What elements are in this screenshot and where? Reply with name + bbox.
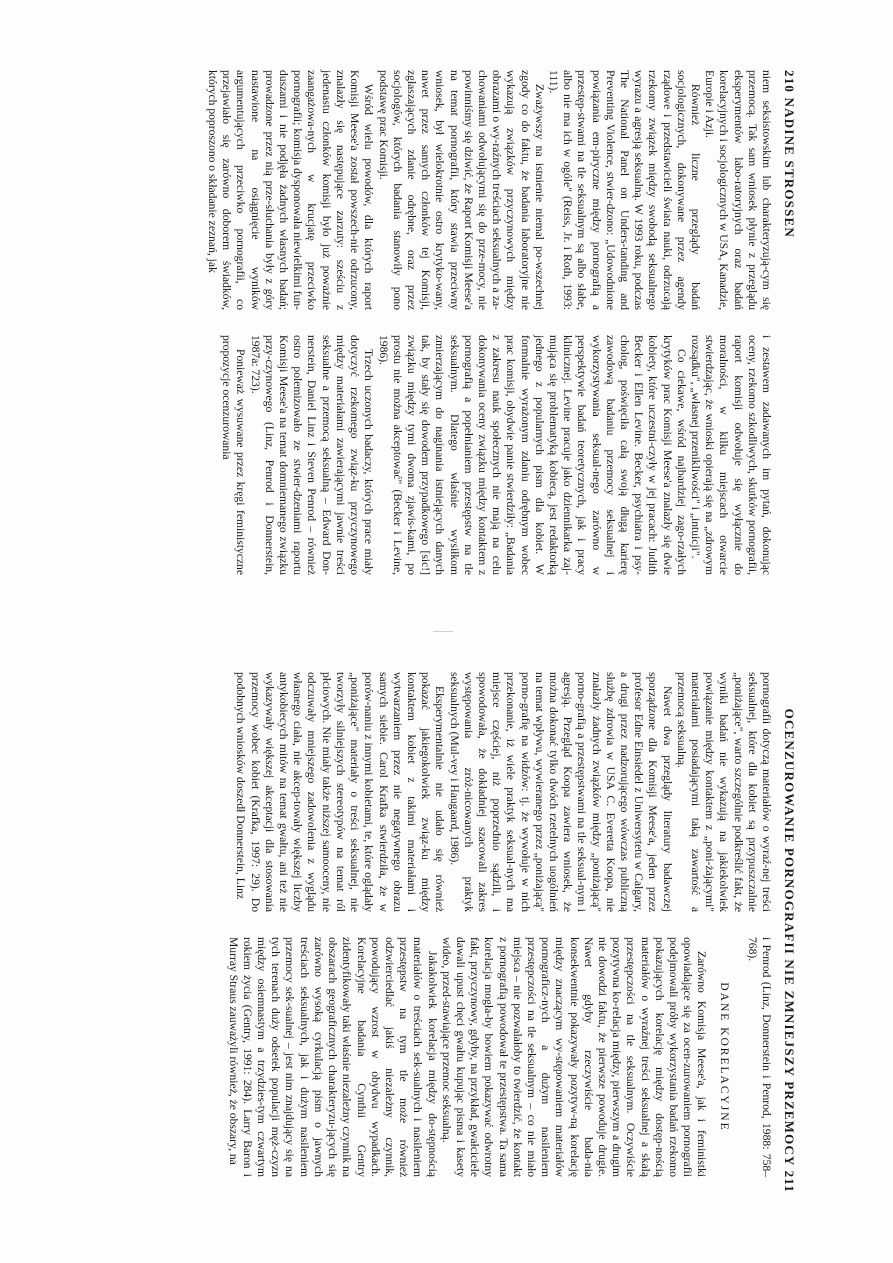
paragraph: i Penrod (Linz, Donnerstein i Penrod, 1988: 758–768). <box>745 937 773 1177</box>
right-column-1 <box>233 672 773 912</box>
paragraph: i zestawem zadawanych im pytań, dokonując oceny, rzekomo szkodliwych, skutków pornografii, raport komisji odwołuje się wyłącznie do moralności, w kilku miejscach otwarcie stwierdzając, że wnioski opierają się na „zdrowym rozsądku", „własnej przenikliwości" i „intuicji". <box>688 335 773 575</box>
paragraph: Trzech uczonych badaczy, których prace miały dotyczyć rzekomego związ-ku przyczynowego między materiałami zawierającymi jawnie treści seksualne a przemocą seksualną – Edward Don-nerstein, Daniel Linz i Steven Penrod – również ostro polemizowało ze stwier-dzeniami raportu Komisji Meese'a na temat domniemanego związku przy-czynowego (Linz, Penrod i Donnerstein, 1987a: 723). <box>248 335 376 575</box>
paragraph: Co ciekawe, wśród najbardziej zago-rzałych krytyków prac Komisji Meese'a znalazły się dwie kobiety, które uczestni-czyły w jej pracach: Judith Becker i Ellen Levine. Becker, psychiatra i psy-cholog, poświęciła całą swoją długą karierę zawodową badaniu przemocy seksualnej i wykorzystywania seksual-nego zarówno w perspektywie badań teoretycznych, jak i pracy klinicznej. Levine pracuje jako dziennikarka zaj-mująca się problematyką kobiecą, jest redaktorką jednego z popularnych pism dla kobiet. W formalnie wyrażonym zdaniu odrębnym wobec prac komisji, obydwie panie stwierdziły: „Badania z zakresu nauk społecznych nie mają na celu dokonywania oceny związku między kontaktem z pornografią a popełnianiem przestępstw na tle seksualnym. Dlatego właśnie wysiłkom zmierzającym do naginania istniejących danych tak, by stały się dowodem przypadkowego [sic!] związku między tymi dwoma zjawis-kami, po prostu nie można akceptować" (Becker i Levine, 1986). <box>376 335 688 575</box>
paragraph: niem seksistowskim lub charakteryzują-cym się przemocą. Tak sam wniosek płynie z przeglądu eksperymentów labo-ratoryjnych oraz badań korelacyjnych i socjologicznych w USA, Kanadzie, Europie i Azji. <box>703 70 773 310</box>
left-page <box>0 0 893 631</box>
paragraph: pornografii dotyczą materiałów o wyraź-nej treści seksualnej, które dla kobiet są przypuszczalnie „poniżające", warto szczególnie podkreślić fakt, że wyniki badań nie wykazują na jakiekolwiek powiązanie między kontaktem z „poni-żającymi" materiałami posiadającymi taką zawartość a przemocą seksualną. <box>674 672 773 912</box>
paragraph: Ponieważ wysuwane przez kręgi feministyczne propozycje ocenzurowania <box>220 335 248 575</box>
paragraph: Wśród wielu powodów, dla których raport Komisji Meese'a został powszech-nie odrzucony, znalazły się następujące zarzuty: sześciu z jedenastu członków komisji było już poważnie zaangażowa-nych w krucjatę przeciwko pornografii; komisja dysponowała niewielkimi fun-duszami i nie podjęła żadnych własnych badań; prowadzone przez nią prze-słuchania były z góry nastawione na osiągnięcie wyników argumentujących przeciwko pornografii, co przejawiało się zarówno doborem świadków, których poproszono o składanie zeznań, jak <box>206 70 376 310</box>
left-running-header: 210 NADINE STROSSEN <box>782 70 797 239</box>
right-column-2 <box>225 937 773 1177</box>
left-column-1 <box>205 70 773 310</box>
paragraph: Nawet dwa przeglądy literatury badawczej sporządzone dla Komisji Meese'a, jeden przez profesor Edne Einsiedel z Uniwersytetu w Calgary, a drugi przez nadzorującego wówczas publiczną służbę zdrowia w USA C. Everetta Koopa, nie znalazły żadnych związków między „poniżającą" porno-grafią a przestępstwami na tle seksual-nym i agresją. Przegląd Koopa zawiera wniosek, że można dokonać tylko dwóch rzetelnych uogólnień na temat wpływu, wywieranego przez „poniżającą" porno-grafię na widzów: tj. że wywołuje w nich przekonanie, iż wiele praktyk seksual-nych ma miejsce częściej, niż poprzednio sądzili, i spowodowała, że dokładniej szacowali zakres występowania zróż-nicowanych praktyk seksualnych (Mul-vey i Haugaard, 1986). <box>447 672 674 912</box>
right-running-header: OCENZUROWANIE PORNOGRAFII NIE ZMNIEJSZY PRZEMOCY 211 <box>782 708 797 1193</box>
right-page <box>0 632 893 1263</box>
paragraph: Jakakolwiek korelacja między do-stępnością materiałów o treściach sek-sualnych i nasileniem przestępstw na tym tle może również odzwierciedlać jakiś niezależny czynnik, powodujący wzrost w obydwu wypadkach. Korelacyjne badania Cynthii Gentry zidentyfikowały taki właśnie niezależny czynnik na obszarach geograficznych charakteryzu-jących się zarówno wysoką cyrkulacją pism o jawnych treściach seksualnych, jak i dużym nasileniem przemocy sek-sualnej – jest nim znajdujący się na tych terenach duży odsetek populacji męż-czyzn między osiemnastym a trzydzies-tym czwartym rokiem życia (Gentry, 1991: 284). Larry Baron i Murray Straus zauważyli również, że obszary, na <box>226 937 439 1177</box>
section-heading: DANE KORELACYJNE <box>717 982 730 1132</box>
paragraph: Zważywszy na istnienie niemal po-wszechnej zgody co do faktu, że badania laboratoryjne nie wykazują związków przyczynowych między obrazami o wy-raźnych treściach seksualnych a za-chowaniami odwołującymi się do prze-mocy, nie powinniśmy się dziwić, że Raport Komisji Meese'a na temat pornografii, który stawia przeciwny wniosek, był wielokrotnie ostro krytyko-wany, nawet przez samych członków tej Komisji, zgłaszających zdanie odrębne, oraz przez socjologów, których badania stanowiły pono podstawę prac Komisji. <box>376 70 546 310</box>
left-column-2 <box>219 335 773 575</box>
paragraph: Zarówno Komisja Meese'a, jak i feministki opowiadające się za ocen-zurowaniem pornografii podejmowali próby wykorzystania badań rzekomo pokazujących korelację między dostęp-nością materiałów o wyraźnej treści seksualnej a skalą przestępczości na tle seksualnym. Oczywiście pozytywna ko-relacja między, pierwszym a drugim nie dowodzi faktu, że pierwsze powoduje drugie. Nawet gdyby rzeczywiście bada-nia konsekwentnie pokazywały pozytyw-ną korelację między znaczącym wy-stępowaniem materiałów pornograficz-nych a dużym nasileniem przestępczości na tle seksualnym – co nie miało miejsca – nie pozwalałoby to twierdzić, że kontakt z pornografią powodował te przestępstwa. Ta sama korelacja mogła-by bowiem pokazywać odwrotny fakt, przyczynowy, gdyby, na przykład, gwałciciele dawali upust chęci gwałtu kupując pisma i kasety wideo, przed-stawiające przemoc seksualną. <box>439 937 709 1177</box>
paragraph: Również liczne przeglądy badań socjologicznych, dokonywane przez agendy rządowe i przedstawicieli świata nauki, odrzucają rzekomy związek między swobodą seksualnego wyrazu a agresją seksualną. W 1993 roku, podczas The National Panel on Unders-tanding and Preventing Violence, stwier-dzono: „Udowodnione powiązania em-piryczne między pornografią a przestęp-stwami na tle seksualnym są albo słabe, albo nie ma ich w ogóle" (Reiss, Jr. i Roth, 1993: 111). <box>546 70 702 310</box>
paragraph: Eksperymentalnie nie udało się również pokazać jakiegokolwiek związ-ku między kontaktem kobiet z takimi materiałami i wytwarzaniem przez nie negatywnego obrazu samych siebie. Carol Krafka stwierdziła, że w porów-naniu z innymi kobietami, te, które oglądały „poniżające" materiały o treści seksualnej, nie tworzyły silniejszych stereotypów na temat ról płciowych. Nie miały także niższej samooceny, nie odczuwały mniejszego zadowolenia z wyglądu własnego ciała, nie akcep-towały większej liczby antykobiecych mitów na temat gwałtu, ani też nie wykazywały większej akceptacji dla stosowania przemocy wobec kobiet (Krafka, 1997: 29). Do podobnych wniosków doszedł Donnerstein, Linz <box>234 672 447 912</box>
